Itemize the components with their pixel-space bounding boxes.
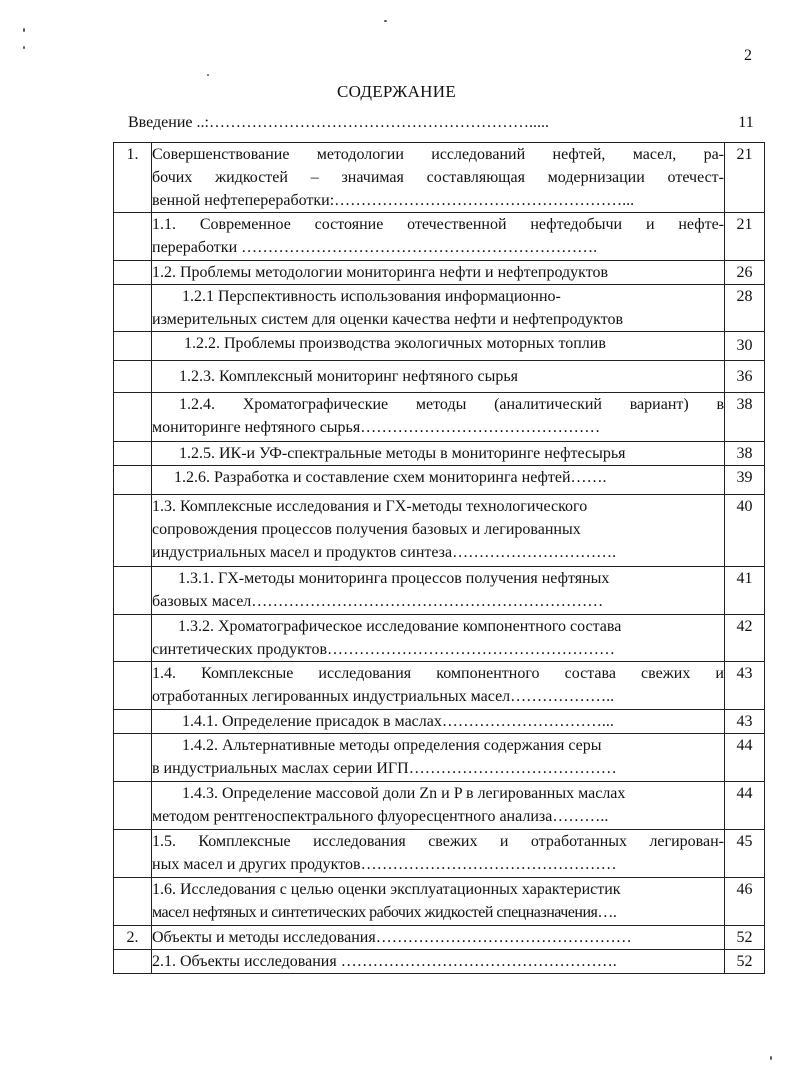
toc-row-text <box>152 926 725 950</box>
scan-speck <box>207 74 209 76</box>
toc-row <box>114 926 765 950</box>
toc-row-number: 1. <box>114 143 152 213</box>
toc-row <box>114 393 765 442</box>
toc-row-number <box>114 615 152 662</box>
toc-row-number <box>114 466 152 495</box>
toc-line: 1.2.2. Проблемы производства экологичных моторных топлив <box>184 335 606 352</box>
toc-row <box>114 261 765 285</box>
toc-line: ных масел и других продуктов………………………………………… <box>152 856 617 873</box>
toc-row-number <box>114 878 152 926</box>
toc-row <box>114 466 765 495</box>
toc-row-page: 30 <box>725 332 765 361</box>
toc-row-number <box>114 393 152 442</box>
toc-row-number <box>114 662 152 710</box>
toc-row-page: 40 <box>725 495 765 567</box>
toc-row-page: 21 <box>725 143 765 213</box>
toc-row-number <box>114 567 152 615</box>
toc-row <box>114 878 765 926</box>
toc-line: сопровождения процессов получения базовых и легированных <box>152 521 581 538</box>
toc-row-page: 44 <box>725 734 765 782</box>
toc-row-page: 26 <box>725 261 765 285</box>
toc-row <box>114 495 765 567</box>
toc-row-page: 43 <box>725 710 765 734</box>
toc-row-text <box>152 143 725 213</box>
toc-row-page: 46 <box>725 878 765 926</box>
page-number: 2 <box>744 47 752 64</box>
toc-row-number <box>114 361 152 393</box>
toc-row <box>114 332 765 361</box>
toc-intro-page: 11 <box>738 114 754 131</box>
toc-row <box>114 782 765 830</box>
toc-line: 1.2.4. Хроматографические методы (аналитический вариант) в <box>179 396 724 413</box>
toc-line: 1.2.3. Комплексный мониторинг нефтяного сырья <box>179 368 519 385</box>
toc-line: мониторинге нефтяного сырья……………………………………… <box>152 419 601 436</box>
toc-line: 1.2.1 Перспективность использования информационно- <box>182 288 561 305</box>
toc-line: индустриальных масел и продуктов синтеза…………………………. <box>152 544 617 561</box>
toc-row <box>114 615 765 662</box>
toc-line: 1.3.2. Хроматографическое исследование компонентного состава <box>178 618 622 635</box>
toc-row-number <box>114 950 152 974</box>
toc-line: 1.4.3. Определение массовой доли Zn и P в легированных маслах <box>182 785 626 802</box>
toc-line: 1.4.2. Альтернативные методы определения содержания серы <box>182 737 602 754</box>
toc-line: базовых масел………………………………………………………… <box>152 593 604 610</box>
toc-line: 1.2.6. Разработка и составление схем мониторинга нефтей……. <box>174 469 607 486</box>
toc-row-text <box>152 442 725 466</box>
scan-speck <box>23 46 25 49</box>
toc-row <box>114 830 765 878</box>
toc-line: 1.5. Комплексные исследования свежих и отработанных легирован- <box>152 833 724 850</box>
toc-row-number <box>114 710 152 734</box>
toc-row-number <box>114 495 152 567</box>
toc-row-text <box>152 782 725 830</box>
scan-speck <box>23 28 25 32</box>
toc-row <box>114 442 765 466</box>
toc-intro-entry <box>128 114 764 138</box>
toc-row-page: 38 <box>725 442 765 466</box>
toc-line: 1.2.5. ИК-и УФ-спектральные методы в мониторинге нефтесырья <box>179 445 626 462</box>
scan-speck <box>770 1056 772 1060</box>
toc-line: 1.4. Комплексные исследования компонентного состава свежих и <box>152 665 724 682</box>
toc-row-text <box>152 393 725 442</box>
toc-row <box>114 710 765 734</box>
toc-line: Совершенствование методологии исследований нефтей, масел, ра- <box>152 146 724 163</box>
toc-row-text <box>152 830 725 878</box>
toc-row-text <box>152 213 725 261</box>
toc-line: бочих жидкостей – значимая составляющая модернизации отечест- <box>152 169 724 186</box>
toc-line: 1.3.1. ГХ-методы мониторинга процессов получения нефтяных <box>178 570 610 587</box>
toc-row-text <box>152 285 725 332</box>
toc-line: 1.4.1. Определение присадок в маслах…………………………... <box>182 713 614 730</box>
toc-row-number <box>114 734 152 782</box>
toc-row-number <box>114 442 152 466</box>
toc-line: 1.1. Современное состояние отечественной нефтедобычи и нефте- <box>152 216 724 233</box>
toc-line: в индустриальных маслах серии ИГП………………………………… <box>152 760 617 777</box>
toc-line: Объекты и методы исследования………………………………………… <box>152 929 632 946</box>
toc-row <box>114 662 765 710</box>
toc-table <box>113 142 765 974</box>
toc-row-text <box>152 734 725 782</box>
toc-row-text <box>152 878 725 926</box>
toc-line: переработки …………………………………………………………. <box>152 239 598 256</box>
toc-line: 2.1. Объекты исследования ……………………………………………. <box>152 953 617 970</box>
toc-row-text <box>152 361 725 393</box>
toc-row-page: 41 <box>725 567 765 615</box>
toc-row-page: 42 <box>725 615 765 662</box>
toc-row-page: 36 <box>725 361 765 393</box>
toc-row-page: 39 <box>725 466 765 495</box>
toc-row-text <box>152 495 725 567</box>
scan-speck <box>384 20 387 22</box>
page-title: СОДЕРЖАНИЕ <box>336 82 457 101</box>
toc-row <box>114 143 765 213</box>
toc-row-page: 43 <box>725 662 765 710</box>
toc-row-text <box>152 332 725 361</box>
toc-row-page: 52 <box>725 950 765 974</box>
toc-row-page: 28 <box>725 285 765 332</box>
toc-row-text <box>152 950 725 974</box>
toc-row-page: 52 <box>725 926 765 950</box>
toc-row-number <box>114 261 152 285</box>
toc-row-page: 38 <box>725 393 765 442</box>
toc-row-number <box>114 213 152 261</box>
toc-row-number <box>114 332 152 361</box>
toc-row-number: 2. <box>114 926 152 950</box>
toc-line: синтетических продуктов……………………………………………… <box>152 641 615 658</box>
toc-row-number <box>114 830 152 878</box>
toc-line: 1.3. Комплексные исследования и ГХ-методы технологического <box>152 498 588 515</box>
toc-line: отработанных легированных индустриальных масел……………….. <box>152 688 615 705</box>
toc-row-text <box>152 261 725 285</box>
toc-row <box>114 567 765 615</box>
toc-row <box>114 950 765 974</box>
toc-row <box>114 734 765 782</box>
toc-row-page: 45 <box>725 830 765 878</box>
toc-row-text <box>152 615 725 662</box>
toc-row <box>114 285 765 332</box>
toc-line: методом рентгеноспектрального флуоресцентного анализа……….. <box>152 808 609 825</box>
toc-line: 1.6. Исследования с целью оценки эксплуатационных характеристик <box>152 881 621 898</box>
toc-row-page: 21 <box>725 213 765 261</box>
toc-row <box>114 213 765 261</box>
toc-row-number <box>114 285 152 332</box>
toc-row-page: 44 <box>725 782 765 830</box>
toc-row-number <box>114 782 152 830</box>
toc-intro-label: Введение ..:……………………………………………………..... <box>128 114 549 131</box>
toc-line: масел нефтяных и синтетических рабочих жидкостей спецназначения…. <box>152 904 617 921</box>
toc-line: 1.2. Проблемы методологии мониторинга нефти и нефтепродуктов <box>152 264 609 281</box>
toc-row-text <box>152 567 725 615</box>
toc-row-text <box>152 710 725 734</box>
toc-line: венной нефтепереработки:………………………………………………... <box>152 192 635 209</box>
toc-line: измерительных систем для оценки качества нефти и нефтепродуктов <box>152 311 624 328</box>
toc-row-text <box>152 466 725 495</box>
toc-row-text <box>152 662 725 710</box>
toc-row <box>114 361 765 393</box>
